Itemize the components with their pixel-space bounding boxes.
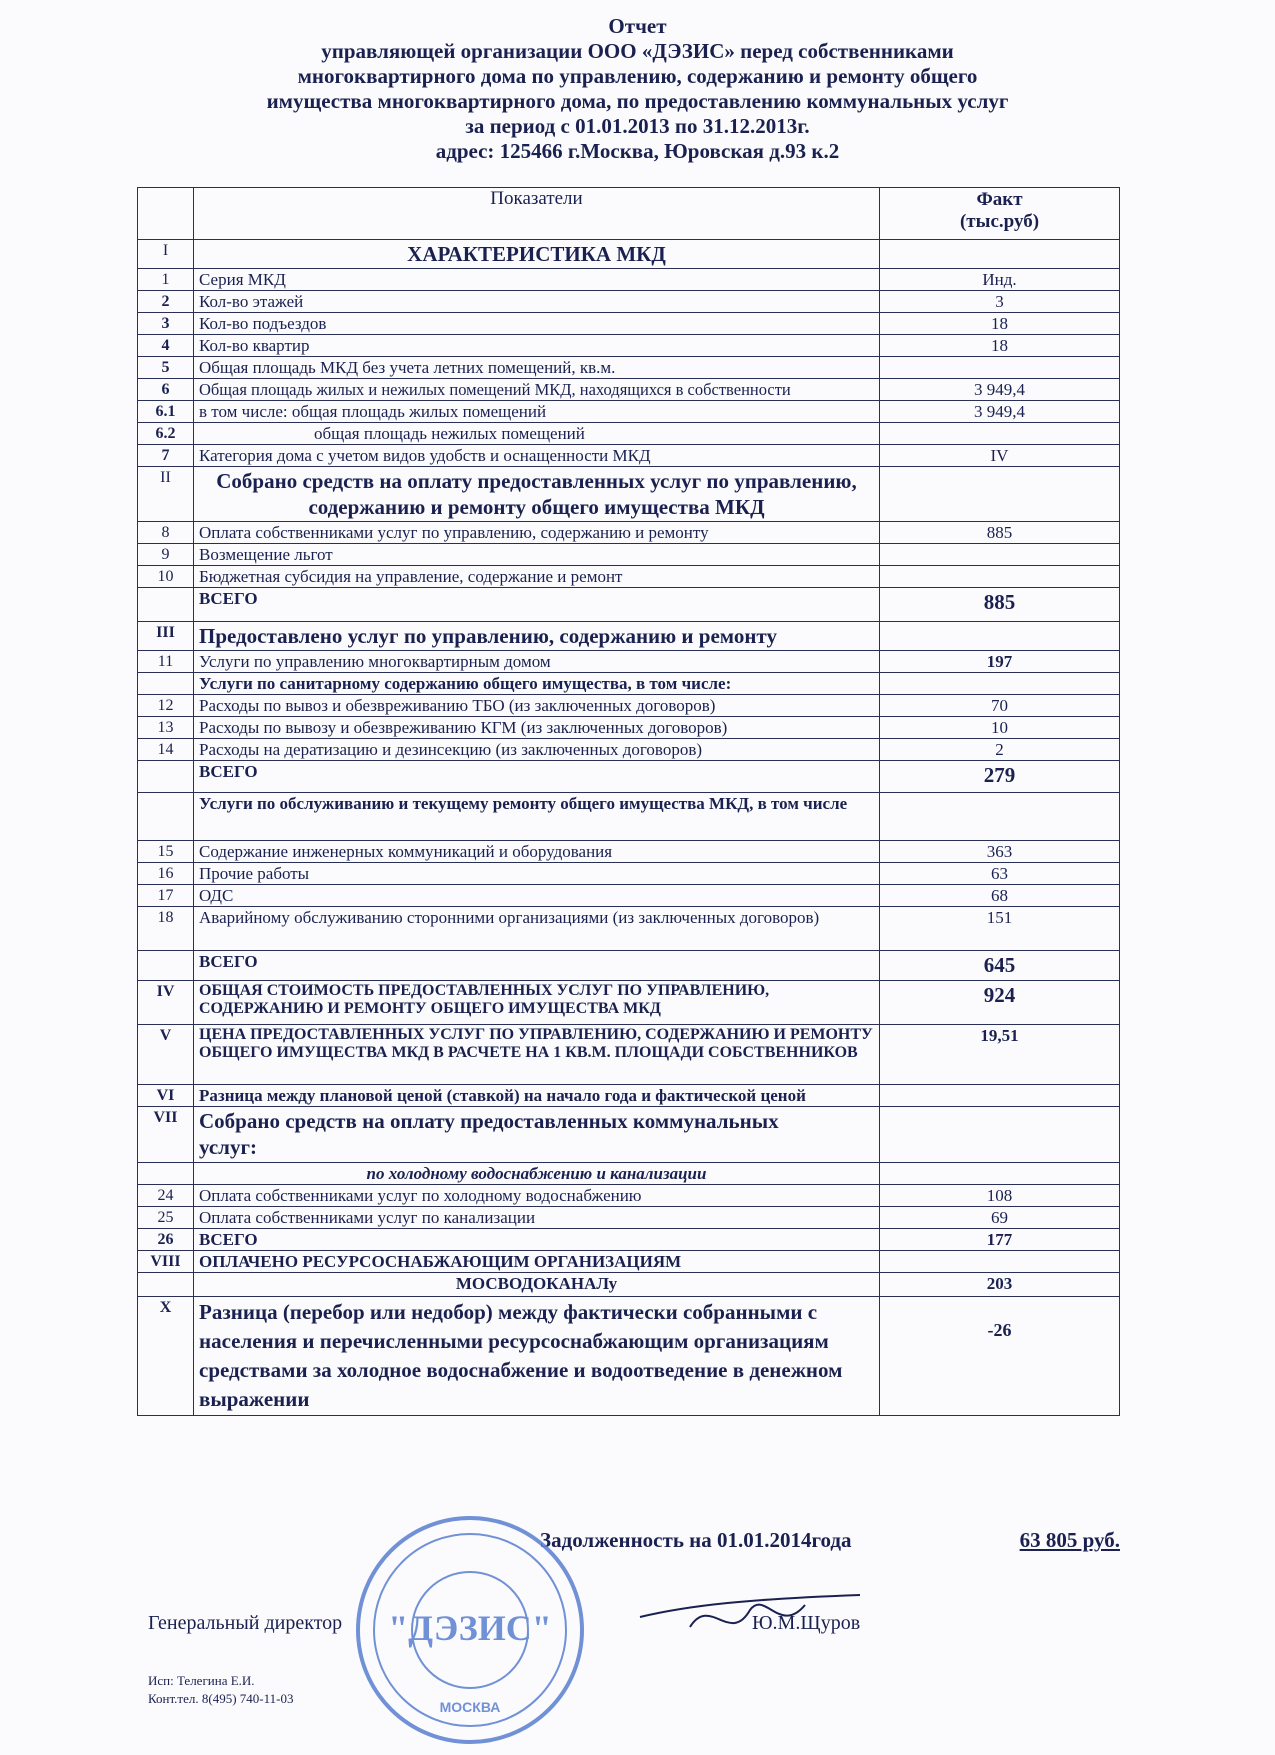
row-label: ОДС: [194, 885, 880, 907]
director-name: Ю.М.Щуров: [752, 1612, 861, 1634]
row-fact: 3 949,4: [880, 379, 1120, 401]
table-row: [138, 467, 1120, 522]
row-fact: [880, 240, 1120, 269]
row-num: 12: [138, 695, 194, 717]
row-label: ОПЛАЧЕНО РЕСУРСОСНАБЖАЮЩИМ ОРГАНИЗАЦИЯМ: [194, 1251, 880, 1273]
row-num: 26: [138, 1229, 194, 1251]
row-fact: [880, 1085, 1120, 1107]
row-fact: [880, 1107, 1120, 1163]
row-num: V: [138, 1025, 194, 1085]
row-fact: 68: [880, 885, 1120, 907]
row-fact: Инд.: [880, 269, 1120, 291]
row-num: 3: [138, 313, 194, 335]
row-num: 1: [138, 269, 194, 291]
row-label: Прочие работы: [194, 863, 880, 885]
row-num: 18: [138, 907, 194, 951]
row-num: [138, 761, 194, 793]
row-fact: [880, 622, 1120, 651]
row-num: [138, 951, 194, 981]
head-num-cell: [138, 188, 194, 240]
table-row: [138, 1025, 1120, 1085]
table-row: [138, 793, 1120, 841]
table-row: [138, 885, 1120, 907]
row-label: Оплата собственниками услуг по холодному водоснабжению: [194, 1185, 880, 1207]
row-num: X: [138, 1297, 194, 1416]
row-label: по холодному водоснабжению и канализации: [194, 1163, 880, 1185]
row-num: VII: [138, 1107, 194, 1163]
row-fact: 18: [880, 313, 1120, 335]
stamp-city-text: МОСКВА: [439, 1699, 501, 1715]
row-fact: 2: [880, 739, 1120, 761]
row-num: 9: [138, 544, 194, 566]
row-num: 24: [138, 1185, 194, 1207]
row-num: 6.1: [138, 401, 194, 423]
row-num: 8: [138, 522, 194, 544]
row-fact: 363: [880, 841, 1120, 863]
row-label: Оплата собственниками услуг по канализации: [194, 1207, 880, 1229]
table-row: [138, 1229, 1120, 1251]
table-row: [138, 622, 1120, 651]
row-fact: 69: [880, 1207, 1120, 1229]
table-row: [138, 739, 1120, 761]
row-fact: 203: [880, 1273, 1120, 1297]
row-fact: 645: [880, 951, 1120, 981]
row-label: Услуги по управлению многоквартирным домом: [194, 651, 880, 673]
row-fact: 70: [880, 695, 1120, 717]
table-row: [138, 291, 1120, 313]
row-fact: 63: [880, 863, 1120, 885]
row-num: I: [138, 240, 194, 269]
row-fact: [880, 467, 1120, 522]
table-row: [138, 673, 1120, 695]
report-header: [0, 14, 1275, 164]
table-row: [138, 1251, 1120, 1273]
row-label: Собрано средств на оплату предоставленных услуг по управлению, содержанию и ремонту общего имущества МКД: [194, 467, 880, 522]
row-label: ВСЕГО: [194, 1229, 880, 1251]
row-label: Разница между плановой ценой (ставкой) на начало года и фактической ценой: [194, 1085, 880, 1107]
header-line-6: адрес: 125466 г.Москва, Юровская д.93 к.2: [435, 139, 840, 163]
row-num: 7: [138, 445, 194, 467]
contact-block: [148, 1672, 293, 1708]
row-num: 13: [138, 717, 194, 739]
row-num: 6.2: [138, 423, 194, 445]
row-fact: [880, 544, 1120, 566]
table-row: [138, 357, 1120, 379]
row-num: 2: [138, 291, 194, 313]
row-fact: 3 949,4: [880, 401, 1120, 423]
row-fact: 885: [880, 588, 1120, 622]
row-fact: [880, 1251, 1120, 1273]
table-row: [138, 269, 1120, 291]
header-line-3: многоквартирного дома по управлению, содержанию и ремонту общего: [297, 64, 978, 88]
row-num: 15: [138, 841, 194, 863]
row-label: Возмещение льгот: [194, 544, 880, 566]
row-label: ЦЕНА ПРЕДОСТАВЛЕННЫХ УСЛУГ ПО УПРАВЛЕНИЮ, СОДЕРЖАНИЮ И РЕМОНТУ ОБЩЕГО ИМУЩЕСТВА МКД В РАСЧЕТЕ НА 1 КВ.М. ПЛОЩАДИ СОБСТВЕННИКОВ: [194, 1025, 880, 1085]
row-num: 16: [138, 863, 194, 885]
row-fact: -26: [880, 1297, 1120, 1416]
table-row: [138, 951, 1120, 981]
table-row: [138, 566, 1120, 588]
row-fact: [880, 566, 1120, 588]
row-num: VIII: [138, 1251, 194, 1273]
table-row: [138, 588, 1120, 622]
row-fact: [880, 423, 1120, 445]
row-fact: 10: [880, 717, 1120, 739]
table-row: [138, 761, 1120, 793]
row-label: Собрано средств на оплату предоставленных коммунальных услуг:: [194, 1107, 880, 1163]
row-label: ОБЩАЯ СТОИМОСТЬ ПРЕДОСТАВЛЕННЫХ УСЛУГ ПО УПРАВЛЕНИЮ, СОДЕРЖАНИЮ И РЕМОНТУ ОБЩЕГО ИМУЩЕСТВА МКД: [194, 981, 880, 1025]
table-row: [138, 401, 1120, 423]
table-row: [138, 863, 1120, 885]
row-fact: [880, 673, 1120, 695]
contact-executor: Исп: Телегина Е.И.: [148, 1673, 255, 1688]
row-label: Оплата собственниками услуг по управлению, содержанию и ремонту: [194, 522, 880, 544]
table-row: [138, 335, 1120, 357]
table-row: [138, 717, 1120, 739]
header-line-4: имущества многоквартирного дома, по предоставлению коммунальных услуг: [266, 89, 1009, 113]
row-num: 4: [138, 335, 194, 357]
row-fact: 924: [880, 981, 1120, 1025]
row-num: 6: [138, 379, 194, 401]
head-fact-line2: (тыс.руб): [959, 211, 1040, 232]
table-row: [138, 1207, 1120, 1229]
row-fact: [880, 1163, 1120, 1185]
table-row: [138, 240, 1120, 269]
table-row: [138, 907, 1120, 951]
row-label: Категория дома с учетом видов удобств и оснащенности МКД: [194, 445, 880, 467]
row-num: 14: [138, 739, 194, 761]
debt-line: [540, 1528, 1120, 1556]
head-indicators: Показатели: [194, 188, 880, 240]
row-label: Расходы по вывоз и обезвреживанию ТБО (из заключенных договоров): [194, 695, 880, 717]
row-label: Услуги по санитарному содержанию общего имущества, в том числе:: [194, 673, 880, 695]
row-num: 11: [138, 651, 194, 673]
row-label: ВСЕГО: [194, 761, 880, 793]
head-fact-line1: Факт: [976, 189, 1023, 210]
row-label: Предоставлено услуг по управлению, содержанию и ремонту: [194, 622, 880, 651]
director-title: Генеральный директор: [148, 1612, 343, 1634]
contact-phone: Конт.тел. 8(495) 740-11-03: [148, 1691, 294, 1706]
row-num: II: [138, 467, 194, 522]
row-fact: 177: [880, 1229, 1120, 1251]
row-label: Общая площадь МКД без учета летних помещений, кв.м.: [194, 357, 880, 379]
table-row: [138, 841, 1120, 863]
table-row: [138, 379, 1120, 401]
table-row: [138, 1163, 1120, 1185]
row-fact: 885: [880, 522, 1120, 544]
table-row: [138, 1107, 1120, 1163]
stamp-center-text: "ДЭЗИС": [388, 1608, 552, 1648]
table-row: [138, 313, 1120, 335]
row-num: [138, 1273, 194, 1297]
header-line-1: Отчет: [608, 14, 667, 38]
row-num: [138, 673, 194, 695]
row-label: Расходы на дератизацию и дезинсекцию (из заключенных договоров): [194, 739, 880, 761]
row-fact: [880, 793, 1120, 841]
table-row: [138, 1085, 1120, 1107]
report-table: [137, 187, 1120, 1416]
row-num: [138, 1163, 194, 1185]
debt-label: Задолженность на 01.01.2014года: [540, 1528, 852, 1552]
row-num: 17: [138, 885, 194, 907]
table-row: [138, 544, 1120, 566]
row-fact: 108: [880, 1185, 1120, 1207]
row-label: Содержание инженерных коммуникаций и оборудования: [194, 841, 880, 863]
row-fact: 197: [880, 651, 1120, 673]
row-num: III: [138, 622, 194, 651]
table-row: [138, 522, 1120, 544]
row-label: Общая площадь жилых и нежилых помещений МКД, находящихся в собственности: [194, 379, 880, 401]
row-label: в том числе: общая площадь жилых помещений: [194, 401, 880, 423]
header-line-5: за период с 01.01.2013 по 31.12.2013г.: [465, 114, 810, 138]
row-num: VI: [138, 1085, 194, 1107]
row-fact: IV: [880, 445, 1120, 467]
table-row: [138, 1297, 1120, 1416]
row-label: МОСВОДОКАНАЛу: [194, 1273, 880, 1297]
header-line-2: управляющей организации ООО «ДЭЗИС» перед собственниками: [321, 39, 954, 63]
row-label: Бюджетная субсидия на управление, содержание и ремонт: [194, 566, 880, 588]
head-fact: [880, 188, 1120, 240]
row-label: Аварийному обслуживанию сторонними организациями (из заключенных договоров): [194, 907, 880, 951]
row-num: IV: [138, 981, 194, 1025]
row-fact: 279: [880, 761, 1120, 793]
row-fact: 18: [880, 335, 1120, 357]
row-fact: [880, 357, 1120, 379]
row-label: Услуги по обслуживанию и текущему ремонту общего имущества МКД, в том числе: [194, 793, 880, 841]
table-row: [138, 1185, 1120, 1207]
row-label: ВСЕГО: [194, 588, 880, 622]
table-row: [138, 695, 1120, 717]
row-label: ХАРАКТЕРИСТИКА МКД: [194, 240, 880, 269]
table-row: [138, 1273, 1120, 1297]
row-label: Кол-во квартир: [194, 335, 880, 357]
table-row: [138, 981, 1120, 1025]
row-num: [138, 588, 194, 622]
debt-value: 63 805 руб.: [1019, 1528, 1120, 1552]
company-stamp: [350, 1510, 590, 1750]
row-label: ВСЕГО: [194, 951, 880, 981]
row-num: 10: [138, 566, 194, 588]
row-label: Разница (перебор или недобор) между фактически собранными с населения и перечисленными ресурсоснабжающим организациям средствами за холодное водоснабжение и водоотведение в денежном выражении: [194, 1297, 880, 1416]
row-fact: 3: [880, 291, 1120, 313]
table-row: [138, 445, 1120, 467]
row-label: Кол-во подъездов: [194, 313, 880, 335]
row-num: [138, 793, 194, 841]
table-row: [138, 651, 1120, 673]
row-label: общая площадь нежилых помещений: [194, 423, 880, 445]
row-label: Серия МКД: [194, 269, 880, 291]
row-fact: 151: [880, 907, 1120, 951]
table-row: [138, 423, 1120, 445]
row-label: Кол-во этажей: [194, 291, 880, 313]
row-label: Расходы по вывозу и обезвреживанию КГМ (из заключенных договоров): [194, 717, 880, 739]
row-num: 5: [138, 357, 194, 379]
table-head-row: [138, 188, 1120, 240]
row-num: 25: [138, 1207, 194, 1229]
row-fact: 19,51: [880, 1025, 1120, 1085]
